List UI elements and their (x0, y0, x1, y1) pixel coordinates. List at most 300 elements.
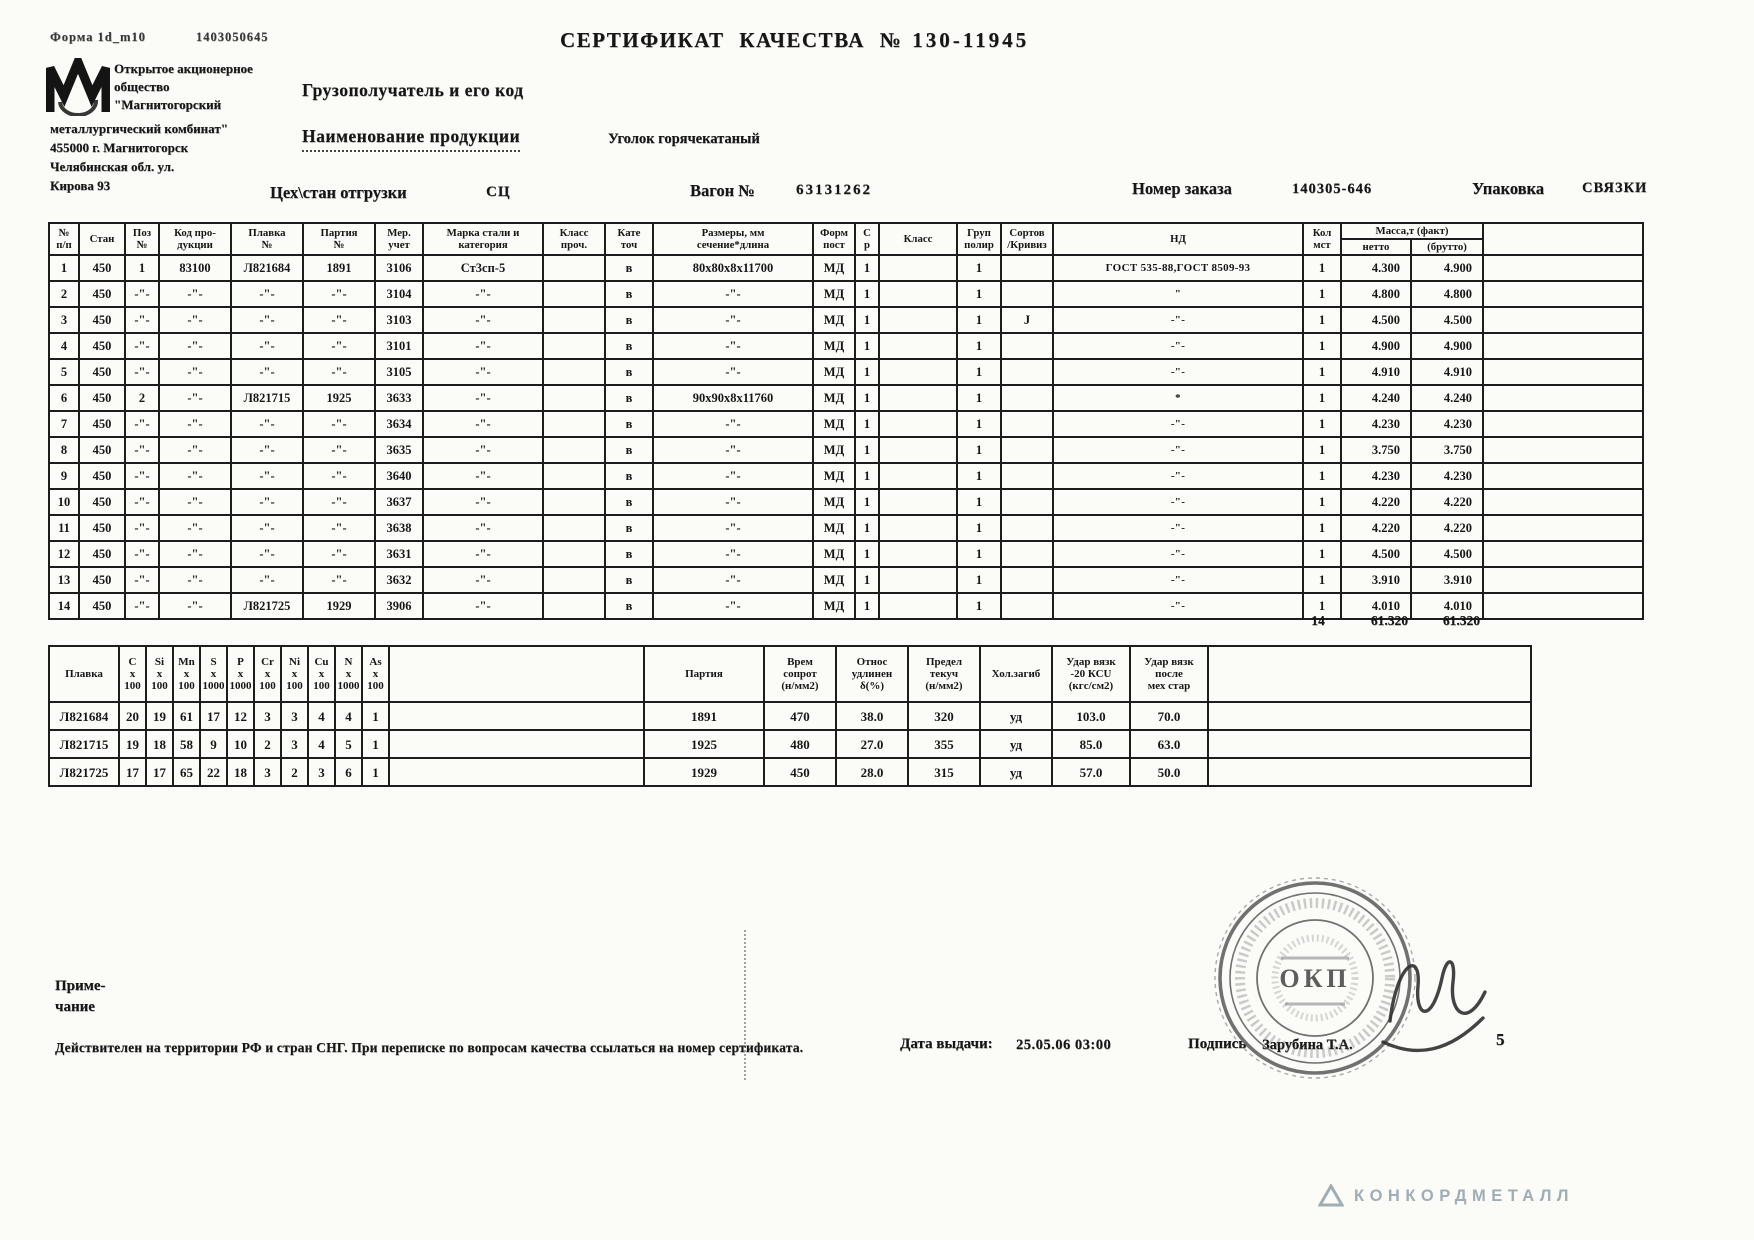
total-netto: 61.320 (1370, 613, 1408, 628)
cell: 8 (49, 437, 79, 463)
cell: * (1053, 385, 1303, 411)
column-header: Ni х 100 (281, 646, 308, 702)
cell: -"- (423, 437, 543, 463)
column-header: Предел текуч (н/мм2) (908, 646, 980, 702)
column-header: Код про- дукции (159, 223, 231, 255)
order-number: 140305-646 (1292, 181, 1373, 197)
cell (1483, 515, 1643, 541)
cell: МД (813, 411, 855, 437)
column-header: Стан (79, 223, 125, 255)
cell: 450 (79, 411, 125, 437)
cell: в (605, 567, 653, 593)
cell (879, 541, 957, 567)
cell (1483, 359, 1643, 385)
note-label: чание (55, 999, 95, 1015)
cell: 18 (227, 758, 254, 786)
cell: 470 (764, 702, 836, 730)
cell: МД (813, 437, 855, 463)
cell (543, 333, 605, 359)
column-header: Cu х 100 (308, 646, 335, 702)
cell: -"- (125, 333, 159, 359)
cell: 1 (362, 702, 389, 730)
company-line: металлургический комбинат" (50, 121, 228, 136)
cell: 1 (957, 437, 1001, 463)
cell: 4.220 (1341, 489, 1411, 515)
cell: -"- (159, 515, 231, 541)
cell: 14 (49, 593, 79, 619)
cell: в (605, 307, 653, 333)
column-header-mass: Масса,т (факт) (1341, 223, 1483, 239)
cell (879, 593, 957, 619)
cell (1001, 593, 1053, 619)
cell: 1 (855, 333, 879, 359)
column-header: C х 100 (119, 646, 146, 702)
cell (543, 281, 605, 307)
cell: 4.900 (1341, 333, 1411, 359)
column-subheader: (брутто) (1411, 239, 1483, 255)
cell: 10 (49, 489, 79, 515)
cell: 17 (119, 758, 146, 786)
cell: 1 (1303, 489, 1341, 515)
column-header: Кол мст (1303, 223, 1341, 255)
cell: -"- (653, 333, 813, 359)
table-row (49, 333, 1643, 359)
cell: 90х90х8х11760 (653, 385, 813, 411)
cell: 1 (957, 411, 1001, 437)
cell: в (605, 385, 653, 411)
cell: 9 (49, 463, 79, 489)
cell (879, 307, 957, 333)
table-row (49, 281, 1643, 307)
cell: -"- (303, 515, 375, 541)
cell (1483, 489, 1643, 515)
cell: 17 (146, 758, 173, 786)
cell: 3638 (375, 515, 423, 541)
cell: 1 (125, 255, 159, 281)
cell: -"- (653, 567, 813, 593)
cell (879, 359, 957, 385)
column-header: Партия (644, 646, 764, 702)
column-header: Удар вязк -20 КСU (кгс/см2) (1052, 646, 1130, 702)
cell: -"- (159, 463, 231, 489)
cell: 4.220 (1411, 489, 1483, 515)
table-row (49, 758, 1531, 786)
cell: 4.230 (1341, 463, 1411, 489)
cell: 6 (49, 385, 79, 411)
cell: 1 (855, 385, 879, 411)
cell: 3103 (375, 307, 423, 333)
cell (1208, 730, 1531, 758)
cell (1001, 567, 1053, 593)
cell (1483, 463, 1643, 489)
cell: -"- (159, 385, 231, 411)
cell: 3101 (375, 333, 423, 359)
cell: 4 (335, 702, 362, 730)
column-header: Кате точ (605, 223, 653, 255)
cell: -"- (231, 489, 303, 515)
cell: 4 (49, 333, 79, 359)
wagon-label: Вагон № (690, 181, 755, 200)
cell: 17 (200, 702, 227, 730)
cell: 3631 (375, 541, 423, 567)
cell: 4.230 (1411, 411, 1483, 437)
cell (543, 541, 605, 567)
cell: 1 (1303, 385, 1341, 411)
doc-code: 1403050645 (196, 30, 269, 44)
cell: -"- (653, 463, 813, 489)
cell: 4.240 (1341, 385, 1411, 411)
column-header: Плавка (49, 646, 119, 702)
cell: 4 (308, 702, 335, 730)
cell: 4.230 (1341, 411, 1411, 437)
stamp-center-text: ОКП (1279, 964, 1351, 993)
cell: -"- (159, 489, 231, 515)
shop-label: Цех\стан отгрузки (270, 183, 407, 202)
cell: -"- (231, 567, 303, 593)
brand-mark (1318, 1184, 1574, 1208)
cell: -"- (159, 411, 231, 437)
table-row (49, 541, 1643, 567)
column-header (389, 646, 644, 702)
certificate-number: 130-11945 (912, 28, 1030, 52)
cell: -"- (1053, 489, 1303, 515)
cell: -"- (231, 515, 303, 541)
cell: -"- (423, 333, 543, 359)
cell: 1 (1303, 463, 1341, 489)
cell (1483, 281, 1643, 307)
cell: -"- (303, 489, 375, 515)
cell: -"- (231, 359, 303, 385)
cell: -"- (423, 593, 543, 619)
cell: -"- (1053, 515, 1303, 541)
cell: 4.500 (1341, 307, 1411, 333)
cell: 4.220 (1341, 515, 1411, 541)
cell: -"- (303, 567, 375, 593)
cell: 1 (957, 541, 1001, 567)
signatory-name: Зарубина Т.А. (1262, 1037, 1353, 1053)
cell: 1 (855, 281, 879, 307)
cell: 1 (957, 359, 1001, 385)
cell: 1 (362, 730, 389, 758)
cell: 3 (308, 758, 335, 786)
cell: 1 (1303, 333, 1341, 359)
cell: -"- (423, 515, 543, 541)
cell: 450 (79, 437, 125, 463)
company-line: общество (114, 79, 170, 95)
cell: 18 (146, 730, 173, 758)
cell: 3 (254, 758, 281, 786)
cell: 4.800 (1341, 281, 1411, 307)
cell (543, 489, 605, 515)
company-line: 455000 г. Магнитогорск (50, 139, 189, 155)
column-header: N х 1000 (335, 646, 362, 702)
cell: 85.0 (1052, 730, 1130, 758)
cell: 1929 (303, 593, 375, 619)
cell: -"- (159, 437, 231, 463)
cell: в (605, 515, 653, 541)
table-row (49, 385, 1643, 411)
cell: 4.500 (1341, 541, 1411, 567)
cell: 1 (1303, 541, 1341, 567)
cell: 1 (1303, 515, 1341, 541)
cell: 4 (308, 730, 335, 758)
cell: 3 (281, 730, 308, 758)
cell: МД (813, 307, 855, 333)
column-header: Марка стали и категория (423, 223, 543, 255)
cell: 19 (119, 730, 146, 758)
cell: 1 (957, 307, 1001, 333)
cell: 1 (957, 255, 1001, 281)
cell (1001, 281, 1053, 307)
cell: в (605, 359, 653, 385)
company-line: Открытое акционерное (114, 61, 253, 76)
brand-triangle-icon (1318, 1184, 1344, 1208)
cell: МД (813, 333, 855, 359)
packing-label: Упаковка (1472, 179, 1545, 198)
cell: 4.300 (1341, 255, 1411, 281)
cell: Л821715 (231, 385, 303, 411)
cell (543, 593, 605, 619)
cell: 19 (146, 702, 173, 730)
cell: 1 (957, 515, 1001, 541)
table-row (49, 307, 1643, 333)
page-number: 5 (1496, 1030, 1505, 1049)
cell: 3 (49, 307, 79, 333)
cell: -"- (423, 489, 543, 515)
cell (879, 333, 957, 359)
cell: -"- (423, 385, 543, 411)
cell (1483, 567, 1643, 593)
cell: -"- (231, 437, 303, 463)
cell: 4.500 (1411, 541, 1483, 567)
cell: -"- (1053, 359, 1303, 385)
cell: 3106 (375, 255, 423, 281)
cell: 1 (855, 515, 879, 541)
cell: 1925 (303, 385, 375, 411)
cell: 1891 (644, 702, 764, 730)
product-value: Уголок горячекатаный (608, 131, 760, 147)
cell: -"- (159, 541, 231, 567)
cell: Л821725 (49, 758, 119, 786)
cell: 450 (79, 567, 125, 593)
cell: МД (813, 463, 855, 489)
cell: 320 (908, 702, 980, 730)
cell: ГОСТ 535-88,ГОСТ 8509-93 (1053, 255, 1303, 281)
company-name-block (114, 60, 304, 115)
cell: 1 (362, 758, 389, 786)
cell: -"- (159, 567, 231, 593)
cell: 1925 (644, 730, 764, 758)
cell: 1 (957, 489, 1001, 515)
cell: -"- (125, 281, 159, 307)
cell: -"- (125, 463, 159, 489)
cell: -"- (125, 567, 159, 593)
cell: 1 (957, 281, 1001, 307)
cell: 1 (855, 359, 879, 385)
cell (879, 255, 957, 281)
table-row (49, 567, 1643, 593)
cell: Л821684 (49, 702, 119, 730)
cell: -"- (231, 281, 303, 307)
total-brutto: 61.320 (1442, 613, 1480, 628)
cell: Л821715 (49, 730, 119, 758)
cell (543, 255, 605, 281)
cell: 22 (200, 758, 227, 786)
validity-text: Действителен на территории РФ и стран СНГ. При переписке по вопросам качества ссылаться на номер сертификата. (55, 1040, 804, 1055)
cell: -"- (231, 307, 303, 333)
cell (1483, 593, 1643, 619)
cell: 1 (1303, 359, 1341, 385)
qc-stamp (1185, 866, 1495, 1096)
signature-label: Подпись (1188, 1036, 1247, 1052)
cell: -"- (423, 359, 543, 385)
cell: 61 (173, 702, 200, 730)
cell: -"- (303, 463, 375, 489)
column-header: Cr х 100 (254, 646, 281, 702)
cell: -"- (159, 307, 231, 333)
table-row (49, 702, 1531, 730)
cell: -"- (423, 307, 543, 333)
cell: 1 (1303, 255, 1341, 281)
cell: -"- (653, 515, 813, 541)
cell: МД (813, 567, 855, 593)
cell (543, 567, 605, 593)
cell: МД (813, 359, 855, 385)
cell: 9 (200, 730, 227, 758)
cell (879, 515, 957, 541)
cell: в (605, 281, 653, 307)
cell: 4.010 (1341, 593, 1411, 619)
cell: -"- (125, 437, 159, 463)
cell (389, 730, 644, 758)
cell: в (605, 333, 653, 359)
column-header: Относ удлинен δ(%) (836, 646, 908, 702)
cell: -"- (159, 359, 231, 385)
cell (543, 307, 605, 333)
cell: -"- (159, 593, 231, 619)
cell: -"- (653, 541, 813, 567)
cell: -"- (653, 437, 813, 463)
cell: 1 (957, 567, 1001, 593)
cell: 1891 (303, 255, 375, 281)
column-header: Поз № (125, 223, 159, 255)
shipment-table (48, 222, 1644, 620)
table-row (49, 437, 1643, 463)
cell: -"- (423, 567, 543, 593)
cell (879, 281, 957, 307)
column-header: С р (855, 223, 879, 255)
cell (1483, 307, 1643, 333)
cell: 11 (49, 515, 79, 541)
column-header: Si х 100 (146, 646, 173, 702)
cell: 103.0 (1052, 702, 1130, 730)
cell: -"- (125, 489, 159, 515)
cell (1001, 541, 1053, 567)
cell: 12 (49, 541, 79, 567)
cell: 12 (227, 702, 254, 730)
cell: 1 (957, 333, 1001, 359)
cell: 2 (49, 281, 79, 307)
cell: -"- (303, 411, 375, 437)
cell: -"- (653, 307, 813, 333)
column-header: Размеры, мм сечение*длина (653, 223, 813, 255)
cell: 1 (855, 411, 879, 437)
cell: " (1053, 281, 1303, 307)
cell: в (605, 255, 653, 281)
column-header: Класс (879, 223, 957, 255)
column-header: Врем сопрот (н/мм2) (764, 646, 836, 702)
column-header-empty (1483, 223, 1643, 255)
column-header: Хол.загиб (980, 646, 1052, 702)
cell: в (605, 411, 653, 437)
column-header: Груп полир (957, 223, 1001, 255)
product-label: Наименование продукции (302, 126, 520, 152)
cell (543, 515, 605, 541)
cell: 38.0 (836, 702, 908, 730)
cell: 1 (1303, 281, 1341, 307)
cell: 3.910 (1341, 567, 1411, 593)
cell: -"- (303, 437, 375, 463)
issue-date-value: 25.05.06 03:00 (1016, 1037, 1112, 1053)
cell (1001, 359, 1053, 385)
cell: 1 (1303, 437, 1341, 463)
table-row (49, 359, 1643, 385)
page-title (560, 28, 1029, 53)
cell: -"- (125, 593, 159, 619)
mmk-logo-icon (46, 58, 110, 116)
column-header: № п/п (49, 223, 79, 255)
cell: МД (813, 593, 855, 619)
cell: 1 (1303, 307, 1341, 333)
cell: 4.240 (1411, 385, 1483, 411)
cell: 450 (79, 255, 125, 281)
packing-value: СВЯЗКИ (1582, 180, 1648, 196)
cell (1483, 255, 1643, 281)
cell: 3 (281, 702, 308, 730)
cell (389, 702, 644, 730)
cell: -"- (1053, 463, 1303, 489)
cell: 1 (855, 463, 879, 489)
cell: 1 (1303, 567, 1341, 593)
cell: 63.0 (1130, 730, 1208, 758)
column-header: Партия № (303, 223, 375, 255)
cell: 1 (855, 489, 879, 515)
cell: 3.750 (1411, 437, 1483, 463)
cell (389, 758, 644, 786)
cell: уд (980, 758, 1052, 786)
cell: -"- (423, 541, 543, 567)
cell: -"- (125, 307, 159, 333)
cell: 1 (957, 463, 1001, 489)
cell: 4.230 (1411, 463, 1483, 489)
cell (879, 437, 957, 463)
cell: 2 (125, 385, 159, 411)
cell: 1 (855, 255, 879, 281)
cell: 1929 (644, 758, 764, 786)
cell: 1 (855, 437, 879, 463)
note-label: Приме- (55, 978, 106, 994)
cell (543, 359, 605, 385)
cell: 450 (79, 307, 125, 333)
cell: -"- (1053, 333, 1303, 359)
cell: 70.0 (1130, 702, 1208, 730)
cell: 4.900 (1411, 255, 1483, 281)
column-header: Форм пост (813, 223, 855, 255)
cell (879, 567, 957, 593)
cell: -"- (423, 463, 543, 489)
cell: 1 (855, 541, 879, 567)
cell (543, 437, 605, 463)
